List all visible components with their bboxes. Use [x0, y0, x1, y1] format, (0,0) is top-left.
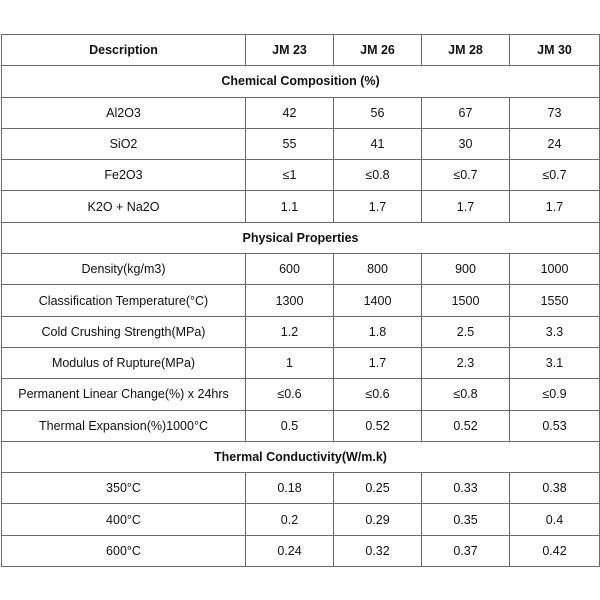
- table-row: [2, 160, 600, 191]
- section-title: Thermal Conductivity(W/m.k): [2, 441, 600, 472]
- cell-value: 0.33: [422, 473, 510, 504]
- row-label: Classification Temperature(°C): [2, 285, 246, 316]
- cell-value: 0.18: [246, 473, 334, 504]
- cell-value: 1550: [510, 285, 600, 316]
- cell-value: 0.42: [510, 535, 600, 566]
- section-header-thermal-conductivity: [2, 441, 600, 472]
- header-description: Description: [2, 35, 246, 66]
- header-jm23: JM 23: [246, 35, 334, 66]
- header-jm28: JM 28: [422, 35, 510, 66]
- table-row: [2, 347, 600, 378]
- cell-value: 3.1: [510, 347, 600, 378]
- cell-value: 41: [334, 128, 422, 159]
- section-header-chemical-composition: [2, 66, 600, 97]
- table-row: [2, 97, 600, 128]
- cell-value: 0.53: [510, 410, 600, 441]
- cell-value: 0.4: [510, 504, 600, 535]
- cell-value: ≤0.8: [334, 160, 422, 191]
- cell-value: 24: [510, 128, 600, 159]
- cell-value: 1.1: [246, 191, 334, 222]
- cell-value: 600: [246, 254, 334, 285]
- cell-value: 2.3: [422, 347, 510, 378]
- cell-value: 800: [334, 254, 422, 285]
- row-label: Modulus of Rupture(MPa): [2, 347, 246, 378]
- cell-value: 0.32: [334, 535, 422, 566]
- cell-value: 42: [246, 97, 334, 128]
- cell-value: 0.25: [334, 473, 422, 504]
- cell-value: 55: [246, 128, 334, 159]
- table-row: [2, 535, 600, 566]
- cell-value: 0.38: [510, 473, 600, 504]
- cell-value: 1.7: [422, 191, 510, 222]
- header-jm30: JM 30: [510, 35, 600, 66]
- cell-value: ≤0.8: [422, 379, 510, 410]
- cell-value: 2.5: [422, 316, 510, 347]
- cell-value: 1400: [334, 285, 422, 316]
- row-label: Fe2O3: [2, 160, 246, 191]
- cell-value: 1: [246, 347, 334, 378]
- row-label: Density(kg/m3): [2, 254, 246, 285]
- cell-value: 1.2: [246, 316, 334, 347]
- cell-value: 1000: [510, 254, 600, 285]
- cell-value: 0.37: [422, 535, 510, 566]
- cell-value: ≤0.9: [510, 379, 600, 410]
- cell-value: 3.3: [510, 316, 600, 347]
- table-row: [2, 504, 600, 535]
- header-row: [2, 35, 600, 66]
- row-label: Thermal Expansion(%)1000°C: [2, 410, 246, 441]
- table-row: [2, 254, 600, 285]
- cell-value: 0.2: [246, 504, 334, 535]
- section-title: Physical Properties: [2, 222, 600, 253]
- cell-value: 900: [422, 254, 510, 285]
- table-row: [2, 379, 600, 410]
- row-label: 350°C: [2, 473, 246, 504]
- section-title: Chemical Composition (%): [2, 66, 600, 97]
- header-jm26: JM 26: [334, 35, 422, 66]
- cell-value: 0.52: [334, 410, 422, 441]
- table-row: [2, 316, 600, 347]
- cell-value: ≤0.6: [334, 379, 422, 410]
- cell-value: 0.29: [334, 504, 422, 535]
- table-row: [2, 191, 600, 222]
- cell-value: ≤1: [246, 160, 334, 191]
- cell-value: 0.35: [422, 504, 510, 535]
- table-row: [2, 285, 600, 316]
- cell-value: 56: [334, 97, 422, 128]
- table-row: [2, 128, 600, 159]
- cell-value: 1.7: [334, 191, 422, 222]
- cell-value: 0.24: [246, 535, 334, 566]
- row-label: Al2O3: [2, 97, 246, 128]
- row-label: SiO2: [2, 128, 246, 159]
- row-label: Permanent Linear Change(%) x 24hrs: [2, 379, 246, 410]
- cell-value: 67: [422, 97, 510, 128]
- cell-value: 1.7: [510, 191, 600, 222]
- row-label: 600°C: [2, 535, 246, 566]
- cell-value: 73: [510, 97, 600, 128]
- cell-value: ≤0.7: [510, 160, 600, 191]
- row-label: 400°C: [2, 504, 246, 535]
- table-row: [2, 473, 600, 504]
- spec-table: [1, 34, 600, 567]
- row-label: K2O + Na2O: [2, 191, 246, 222]
- cell-value: 1.8: [334, 316, 422, 347]
- cell-value: 0.52: [422, 410, 510, 441]
- cell-value: 1.7: [334, 347, 422, 378]
- cell-value: 0.5: [246, 410, 334, 441]
- table-row: [2, 410, 600, 441]
- cell-value: 30: [422, 128, 510, 159]
- cell-value: 1500: [422, 285, 510, 316]
- section-header-physical-properties: [2, 222, 600, 253]
- cell-value: ≤0.7: [422, 160, 510, 191]
- cell-value: 1300: [246, 285, 334, 316]
- row-label: Cold Crushing Strength(MPa): [2, 316, 246, 347]
- cell-value: ≤0.6: [246, 379, 334, 410]
